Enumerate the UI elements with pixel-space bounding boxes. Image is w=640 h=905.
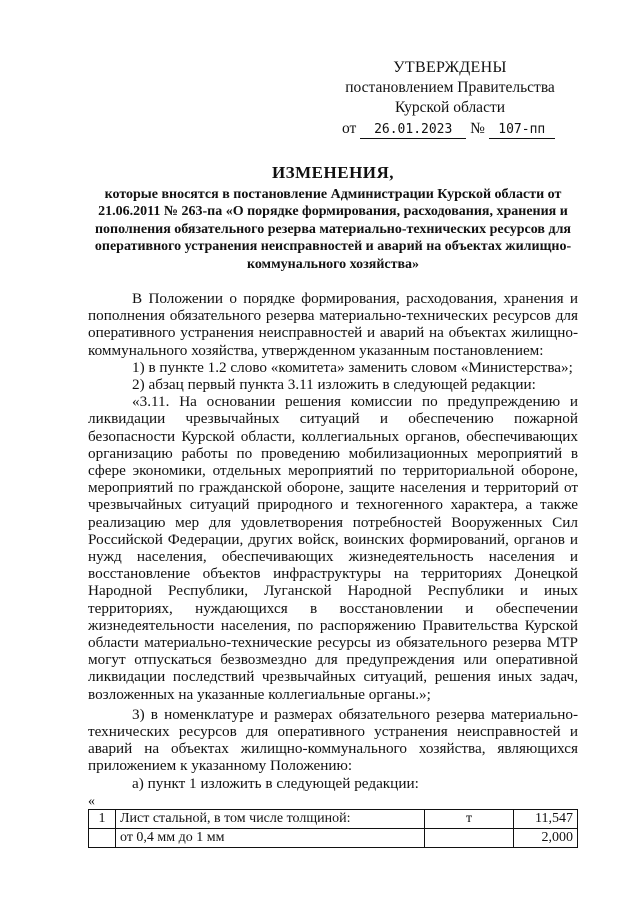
approval-number: 107-пп xyxy=(489,122,555,139)
quote-3-11: «3.11. На основании решения комиссии по предупреждению и ликвидации чрезвычайных ситуаций и обеспечению пожарной безопасности Курской области, коллегиальных органов, обеспечивающих организацию работы по проведению мобилизационных мероприятий в сфере экономики, отдельных мероприятий по территориальной обороне, мероприятий по гражданской обороне, защите населения и территорий от чрезвычайных ситуаций природного и техногенного характера, а также реализацию мер для удовлетворения потребностей Вооруженных Сил Российской Федерации, других войск, воинских формирований, органов и нужд населения, обеспечивающих жизнедеятельность населения и восстановление объектов инфраструктуры на территориях Донецкой Народной Республики, Луганской Народной Республики и иных территориях, нуждающихся в восстановлении и обеспечении жизнедеятельности населения, по распоряжению Правительства Курской области материально-технические ресурсы из обязательного резерва МТР могут отпускаться безвозмездно для предупреждения или оперативной ликвидации последствий чрезвычайных ситуаций, решения иных задач, возложенных на указанные коллегиальные органы.»; xyxy=(88,393,578,703)
item-3a: а) пункт 1 изложить в следующей редакции: xyxy=(132,774,419,792)
number-prefix: № xyxy=(470,120,485,137)
approval-block xyxy=(330,58,570,139)
approval-line-government: постановлением Правительства xyxy=(345,79,555,96)
item-2: 2) абзац первый пункта 3.11 изложить в следующей редакции: xyxy=(132,376,536,394)
item-1: 1) в пункте 1.2 слово «комитета» заменить словом «Министерства»; xyxy=(132,358,573,376)
nomenclature-table xyxy=(88,809,578,848)
title-main: ИЗМЕНЕНИЯ, xyxy=(271,163,395,182)
approval-line-region: Курской области xyxy=(394,99,506,116)
approval-heading: УТВЕРЖДЕНЫ xyxy=(393,59,507,76)
row-value: 11,547 xyxy=(514,809,578,828)
quote-open-mark: « xyxy=(88,793,95,809)
row-number: 1 xyxy=(89,809,116,828)
intro-paragraph: В Положении о порядке формирования, расходования, хранения и пополнения обязательного резерва материально-технических ресурсов для оперативного устранения неисправностей и аварий на объектах жилищно-коммунального хозяйства, утвержденном указанным постановлением: xyxy=(88,290,578,359)
title-subtitle: которые вносятся в постановление Администрации Курской области от 21.06.2011 № 263-па «О порядке формирования, расходования, хранения и пополнения обязательного резерва материально-технических ресурсов для оперативного устранения неисправностей и аварий на объектах жилищно-коммунального хозяйства» xyxy=(94,187,572,272)
row-unit: т xyxy=(425,809,514,828)
document-body xyxy=(88,290,578,848)
row-name: Лист стальной, в том числе толщиной: xyxy=(116,809,425,828)
table-row xyxy=(89,828,578,847)
table-row xyxy=(89,809,578,828)
approval-date-line xyxy=(330,119,570,139)
row-unit xyxy=(425,828,514,847)
row-number xyxy=(89,828,116,847)
row-name: от 0,4 мм до 1 мм xyxy=(116,828,425,847)
document-title xyxy=(80,162,586,273)
date-prefix: от xyxy=(342,120,357,137)
approval-date: 26.01.2023 xyxy=(360,122,466,139)
item-3: 3) в номенклатуре и размерах обязательного резерва материально-технических ресурсов для оперативного устранения неисправностей и аварий на объектах жилищно-коммунального хозяйства, являющихся приложением к указанному Положению: xyxy=(88,705,578,775)
row-value: 2,000 xyxy=(514,828,578,847)
